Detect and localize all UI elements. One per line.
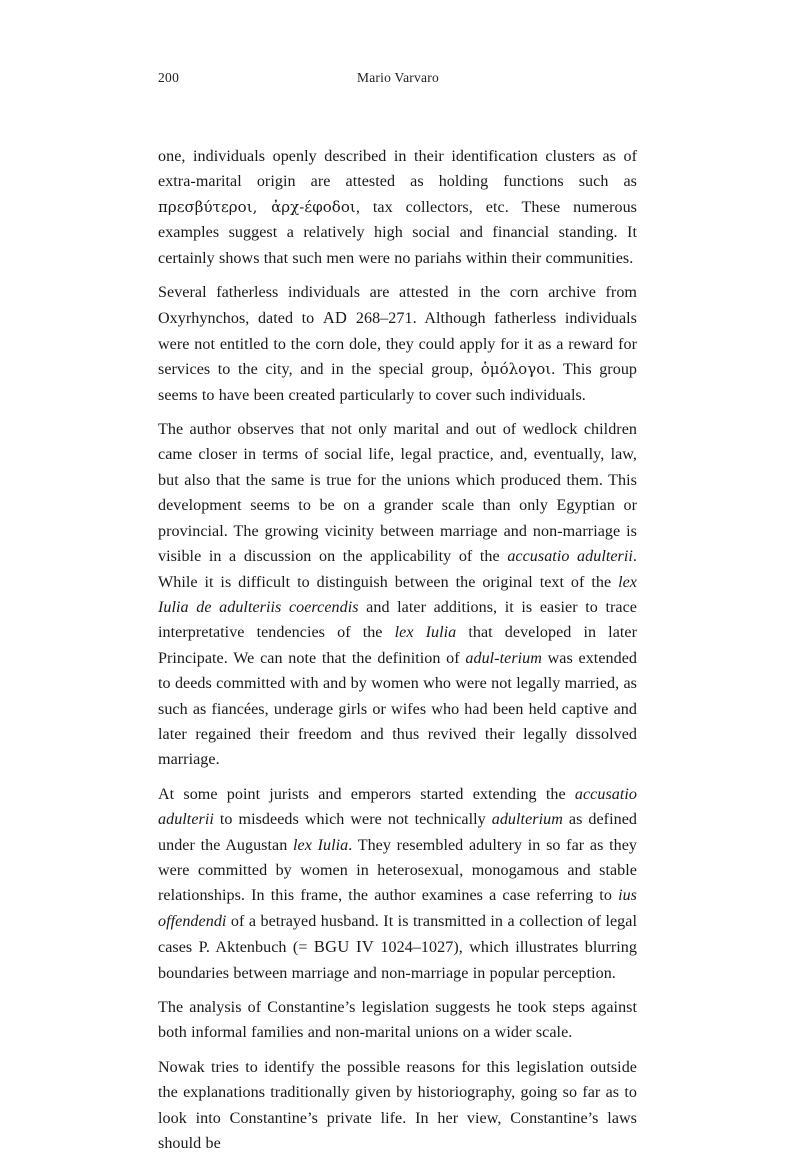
body-text-block <box>158 144 637 1156</box>
smallcaps-bgu: BGU <box>313 937 350 957</box>
page-header <box>158 70 638 90</box>
running-head: Mario Varvaro <box>356 70 440 85</box>
latin-term-adulterium-part1: adul- <box>465 649 500 667</box>
latin-term-adulterium: adulterium <box>491 811 563 829</box>
latin-term-ius-offendendi: ius offendendi <box>158 887 637 930</box>
latin-term-lex-iulia-de-adulteriis: lex Iulia de adulteriis coercendis <box>158 573 637 616</box>
greek-term-presbyteroi: πρεσβύτεροι, ἀρχ- <box>158 197 305 216</box>
paragraph-1: one, individuals openly described in their identification clusters as of extra-marital origin are attested as holding functions such as πρεσβύτεροι, ἀρχ-έφοδοι, tax collectors, etc. These numerous examples suggest a relatively high social and financial standing. It certainly shows that such men were no pariahs within their communities. <box>158 148 637 267</box>
paragraph-2: Several fatherless individuals are attested in the corn archive from Oxyrhynchos, dated to AD 268–271. Although fatherless individuals were not entitled to the corn dole, they could apply for it as a reward for services to the city, and in the special group, ὁμόλογοι. This group seems to have been created particularly to cover such individuals. <box>158 284 638 404</box>
date-range-268-271: 268–271 <box>355 310 413 328</box>
latin-term-lex-iulia-2: lex Iulia <box>292 836 349 854</box>
paragraph-3: The author observes that not only marital and out of wedlock children came closer in terms of social life, legal practice, and, eventually, law, but also that the same is true for the unions which produced them. This development seems to be on a grander scale than only Egyptian or provincial. The growing vicinity between marriage and non-marriage is visible in a discussion on the applicability of the accusatio adulterii. While it is difficult to distinguish between the original text of the lex Iulia de adulteriis coercendis and later additions, it is easier to trace interpretative tendencies of the lex Iulia that developed in later Principate. We can note that the definition of adul-terium was extended to deeds committed with and by women who were not legally married, as such as fiancées, underage girls or wifes who had been held captive and later regained their freedom and thus revived their legally dissolved marriage. <box>158 421 638 769</box>
smallcaps-ad: AD <box>322 308 348 328</box>
greek-term-homologoi: ὁμόλογοι <box>480 360 552 379</box>
paragraph-4: At some point jurists and emperors started extending the accusatio adulterii to misdeeds which were not technically adulterium as defined under the Augustan lex Iulia. They resembled adultery in so far as they were committed by women in heterosexual, monogamous and stable relationships. In this frame, the author examines a case referring to ius offendendi of a betrayed husband. It is transmitted in a collection of legal cases P. Aktenbuch (= BGU IV 1024–1027), which illustrates blurring boundaries between marriage and non-marriage in popular perception. <box>158 785 637 982</box>
page-number: 200 <box>158 70 180 85</box>
latin-term-lex-iulia-1: lex Iulia <box>394 624 457 642</box>
date-range-1024-1027: 1024–1027 <box>380 939 454 957</box>
latin-term-adulterium-part2: terium <box>499 649 542 667</box>
latin-term-accusatio-adulterii-2: accusatio adulterii <box>158 785 637 829</box>
smallcaps-iv: IV <box>356 937 375 957</box>
latin-term-accusatio-adulterii-1: accusatio adulterii <box>507 548 633 566</box>
paragraph-5: The analysis of Constantine’s legislation suggests he took steps against both informal families and non-marital unions on a wider scale. <box>158 999 637 1042</box>
paragraph-6: Nowak tries to identify the possible reasons for this legislation outside the explanations traditionally given by historiography, going so far as to look into Constantine’s private life. In her view, Constantine’s laws should be <box>158 1058 637 1153</box>
greek-term-ephodoi: έφοδοι <box>304 197 356 216</box>
